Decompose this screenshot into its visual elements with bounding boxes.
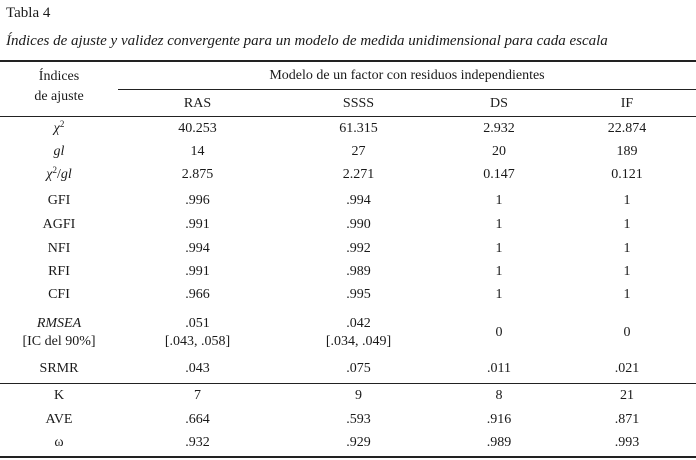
row-label-nfi: NFI xyxy=(47,241,71,256)
row-label-rfi: RFI xyxy=(48,264,70,279)
table-cell: .929 xyxy=(346,435,371,450)
chi-symbol: χ xyxy=(53,121,60,136)
table-cell: 9 xyxy=(355,388,362,403)
row-label-k: K xyxy=(53,388,65,403)
table-cell: 2.932 xyxy=(483,121,515,136)
table-cell: 1 xyxy=(495,241,503,256)
table-cell: 27 xyxy=(351,144,366,159)
table-caption: Índices de ajuste y validez convergente para un modelo de medida unidimensional para cada escala xyxy=(6,33,608,49)
table-cell: .051 xyxy=(185,316,210,331)
table-cell: .992 xyxy=(346,241,371,256)
table-cell: .932 xyxy=(185,435,210,450)
table-cell: 0 xyxy=(495,325,503,340)
table-cell: [.034, .049] xyxy=(325,334,392,349)
table-cell: .871 xyxy=(614,412,640,427)
table-cell: .916 xyxy=(486,412,512,427)
column-header-ssss: SSSS xyxy=(342,96,375,111)
table-cell: 14 xyxy=(190,144,205,159)
table-cell: 1 xyxy=(623,217,631,232)
table-cell: .991 xyxy=(185,264,210,279)
stub-header-line1: Índices xyxy=(38,69,80,84)
header-rule xyxy=(0,116,696,117)
table-cell: 1 xyxy=(623,264,631,279)
row-label-agfi: AGFI xyxy=(42,217,76,232)
table-cell: .043 xyxy=(185,361,210,376)
table-cell: 1 xyxy=(495,287,503,302)
slash: / xyxy=(56,167,61,182)
table-cell: .664 xyxy=(185,412,210,427)
column-header-if: IF xyxy=(620,96,634,111)
row-label-ci: [IC del 90%] xyxy=(22,334,96,349)
stub-header-line2: de ajuste xyxy=(34,89,84,104)
table-cell: 7 xyxy=(194,388,201,403)
chi-symbol: χ xyxy=(46,167,53,182)
table-cell: 0 xyxy=(623,325,631,340)
column-header-ds: DS xyxy=(490,96,508,111)
table-cell: 1 xyxy=(495,217,503,232)
table-cell: .996 xyxy=(185,193,210,208)
table-cell: .993 xyxy=(614,435,640,450)
table-cell: 0.121 xyxy=(611,167,643,182)
spanner-header: Modelo de un factor con residuos independientes xyxy=(269,68,545,83)
table-cell: 20 xyxy=(492,144,506,159)
table-cell: 22.874 xyxy=(607,121,647,136)
table-cell: .075 xyxy=(346,361,371,376)
table-cell: .989 xyxy=(486,435,512,450)
table-cell: 61.315 xyxy=(339,121,378,136)
spanner-rule xyxy=(118,89,696,90)
table-cell: 189 xyxy=(616,144,638,159)
row-label-srmr: SRMR xyxy=(39,361,79,376)
table-cell: 1 xyxy=(495,264,503,279)
table-cell: .021 xyxy=(614,361,640,376)
stub-header xyxy=(0,67,118,107)
table-cell: .994 xyxy=(346,193,371,208)
table-cell: 2.875 xyxy=(181,167,214,182)
table-cell: 0.147 xyxy=(483,167,515,182)
row-label-cfi: CFI xyxy=(48,287,70,302)
row-label-gl: gl xyxy=(53,144,65,159)
table-cell: .593 xyxy=(346,412,371,427)
row-label-chi2-gl xyxy=(0,166,118,184)
table-cell: .995 xyxy=(346,287,371,302)
row-label-chi2 xyxy=(0,120,118,138)
bottom-rule xyxy=(0,456,696,458)
superscript-2: 2 xyxy=(52,165,57,175)
table-cell: .042 xyxy=(346,316,371,331)
table-cell: 40.253 xyxy=(178,121,217,136)
superscript-2: 2 xyxy=(59,119,65,129)
table-label: Tabla 4 xyxy=(6,5,51,21)
row-label-ave: AVE xyxy=(45,412,73,427)
table-cell: .991 xyxy=(185,217,210,232)
table-cell: [.043, .058] xyxy=(164,334,231,349)
table-cell: 1 xyxy=(495,193,503,208)
table-cell: 1 xyxy=(623,193,631,208)
table-cell: .989 xyxy=(346,264,371,279)
table-cell: 8 xyxy=(495,388,503,403)
table-cell: 21 xyxy=(620,388,634,403)
gl-text: gl xyxy=(60,167,72,182)
table-cell: 1 xyxy=(623,287,631,302)
column-header-ras: RAS xyxy=(183,96,212,111)
table-cell: .994 xyxy=(185,241,210,256)
table-cell: 1 xyxy=(623,241,631,256)
top-rule xyxy=(0,60,696,62)
row-label-gfi: GFI xyxy=(47,193,71,208)
row-label-omega: ω xyxy=(54,435,64,450)
table-cell: .011 xyxy=(487,361,511,376)
group-rule xyxy=(0,383,696,384)
table-cell: .990 xyxy=(346,217,371,232)
row-label-rmsea: RMSEA xyxy=(36,316,82,331)
table-cell: 2.271 xyxy=(342,167,375,182)
table-cell: .966 xyxy=(185,287,210,302)
